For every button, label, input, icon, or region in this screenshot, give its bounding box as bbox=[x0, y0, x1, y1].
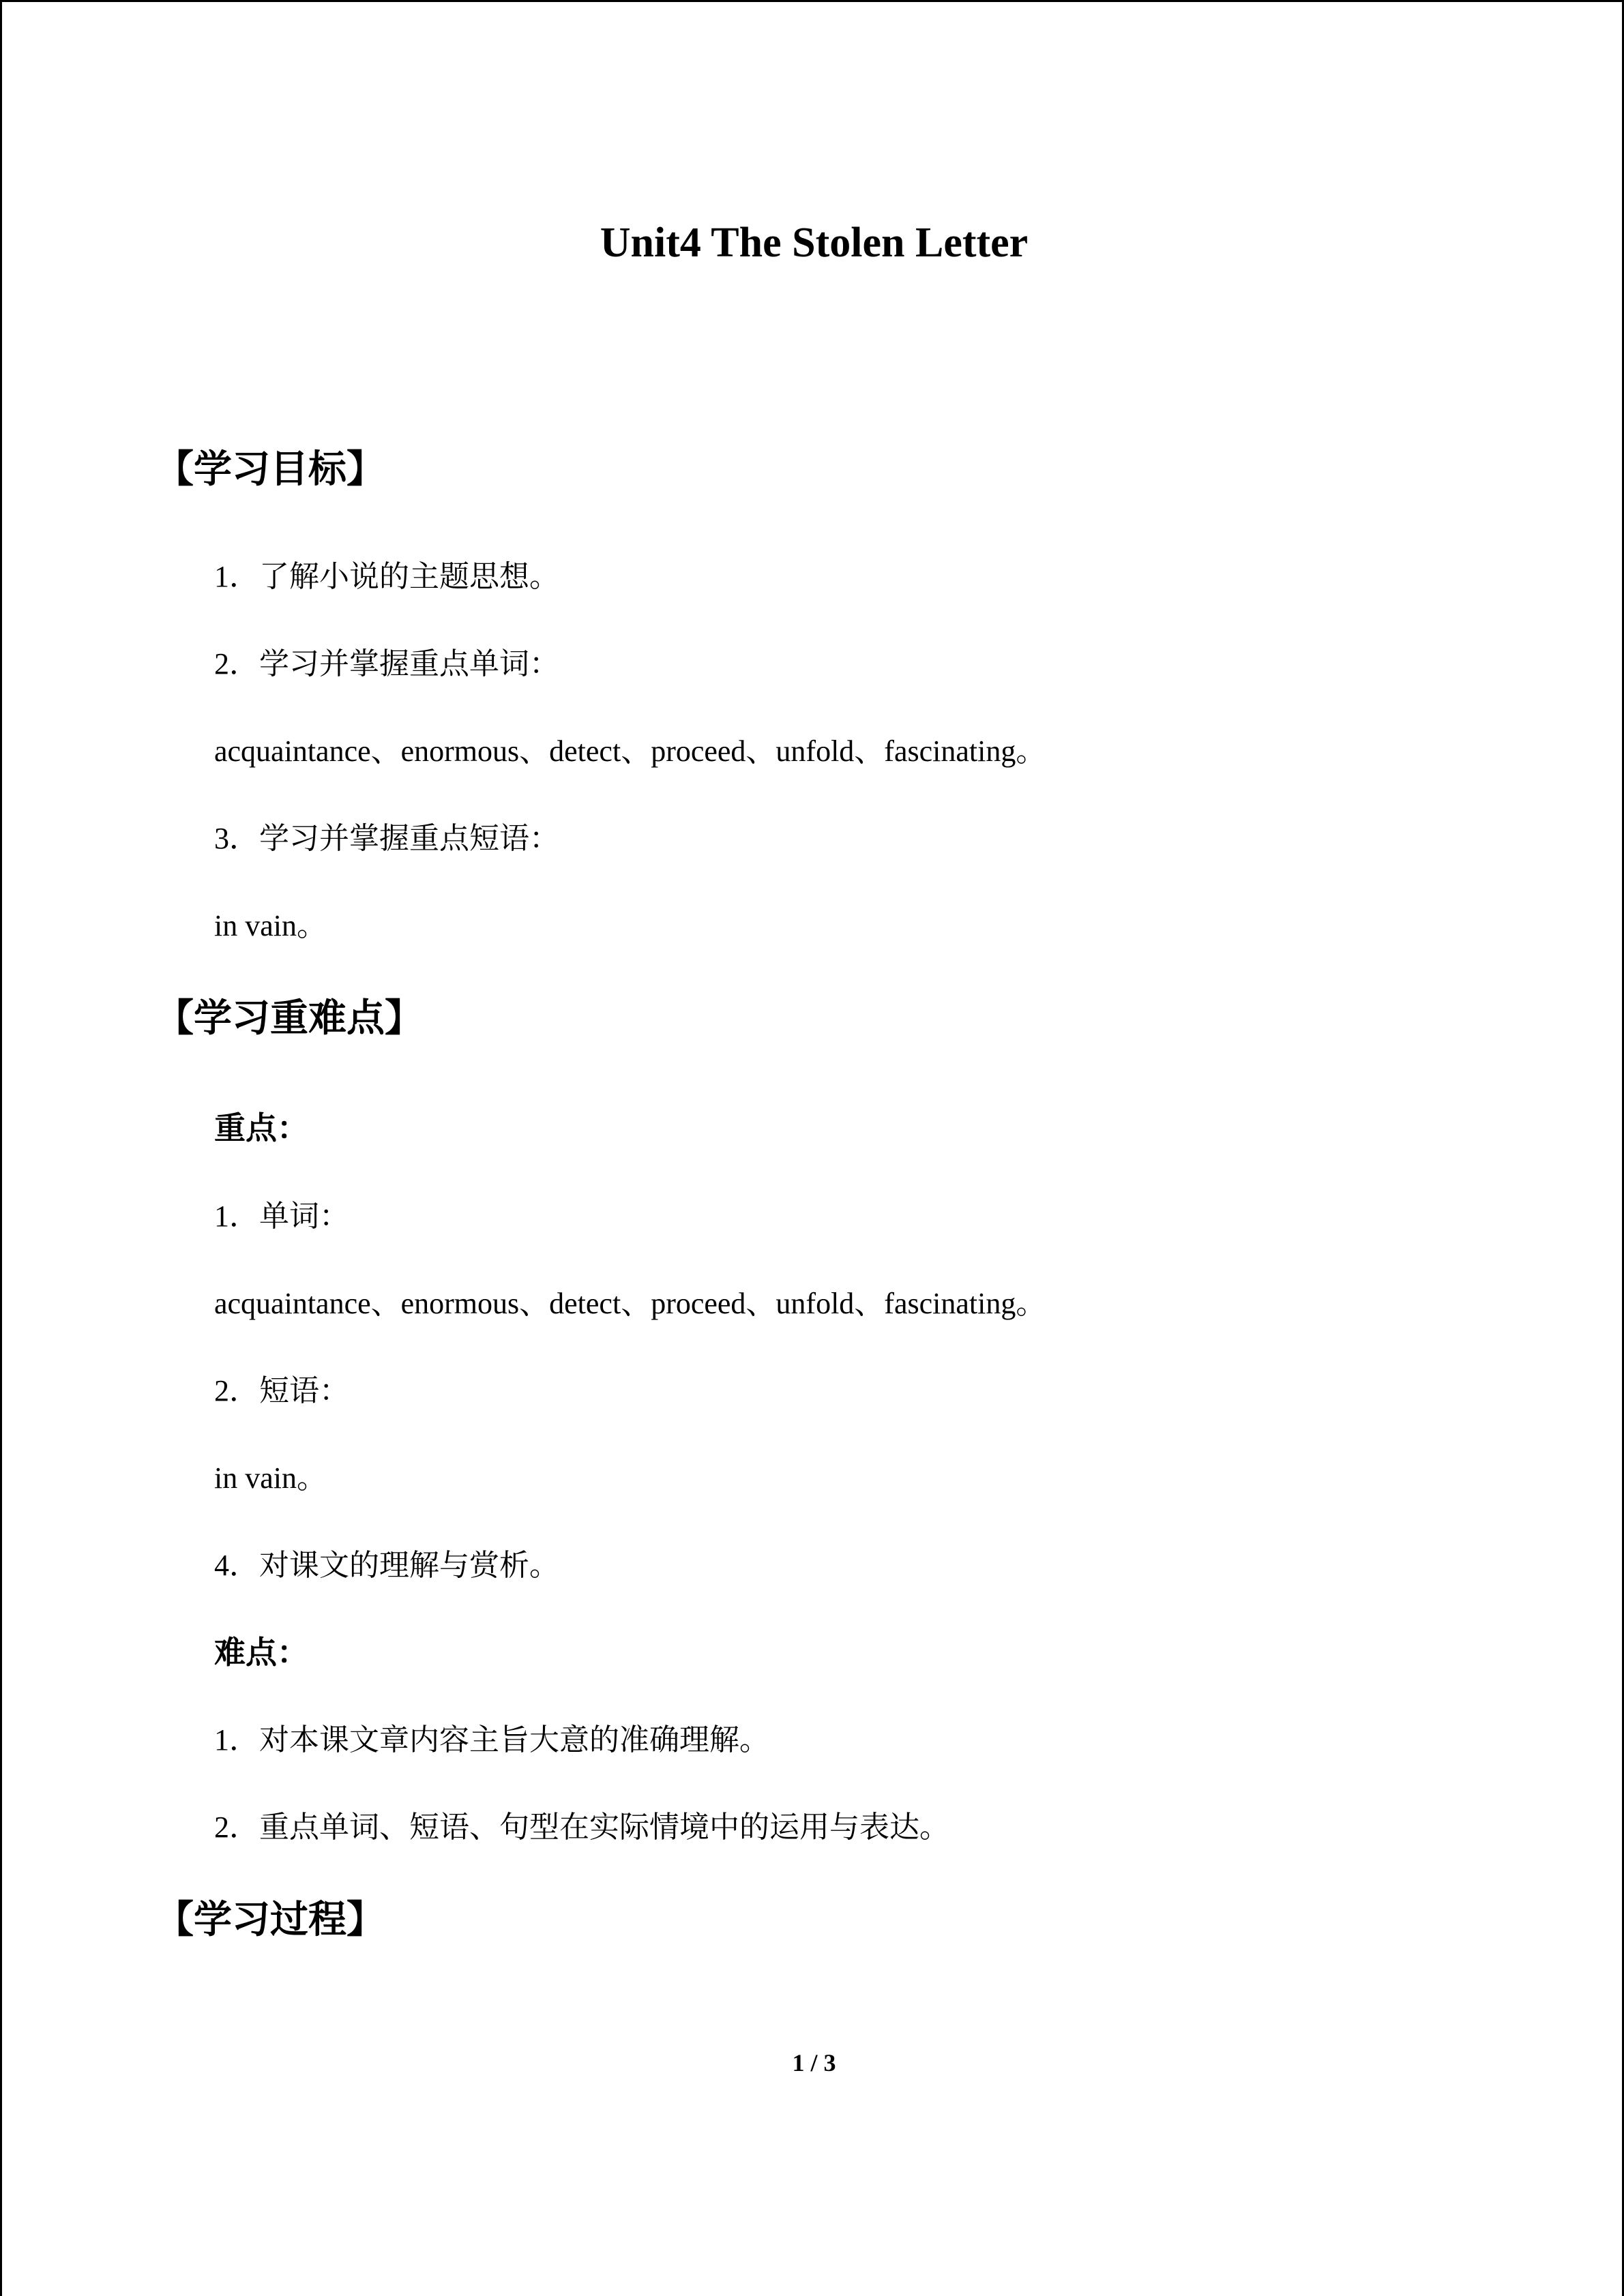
section-heading-goals: 【学习目标】 bbox=[156, 449, 385, 491]
difficulty-line-1: 1．对本课文章内容主旨大意的准确理解。 bbox=[214, 1723, 769, 1757]
focus-phrase-line: in vain。 bbox=[214, 1461, 327, 1495]
focus-label: 重点： bbox=[214, 1111, 308, 1146]
section-heading-process: 【学习过程】 bbox=[156, 1899, 385, 1941]
focus-vocab-line: acquaintance、enormous、detect、proceed、unfold、fascinating。 bbox=[214, 1287, 1046, 1320]
focus-line-4: 4．对课文的理解与赏析。 bbox=[214, 1549, 559, 1582]
section-heading-key-points: 【学习重难点】 bbox=[156, 998, 423, 1040]
difficulty-label: 难点： bbox=[214, 1635, 308, 1670]
goal-line-2: 2．学习并掌握重点单词： bbox=[214, 647, 559, 681]
page-number: 1 / 3 bbox=[792, 2049, 836, 2076]
focus-line-2: 2．短语： bbox=[214, 1374, 349, 1407]
difficulty-line-2: 2．重点单词、短语、句型在实际情境中的运用与表达。 bbox=[214, 1810, 949, 1844]
goal-line-1: 1．了解小说的主题思想。 bbox=[214, 560, 559, 593]
goal-phrase-line: in vain。 bbox=[214, 909, 327, 942]
focus-line-1: 1．单词： bbox=[214, 1199, 349, 1233]
goal-line-3: 3．学习并掌握重点短语： bbox=[214, 822, 559, 855]
document-title: Unit4 The Stolen Letter bbox=[600, 220, 1029, 266]
goal-vocab-line: acquaintance、enormous、detect、proceed、unfold、fascinating。 bbox=[214, 734, 1046, 768]
